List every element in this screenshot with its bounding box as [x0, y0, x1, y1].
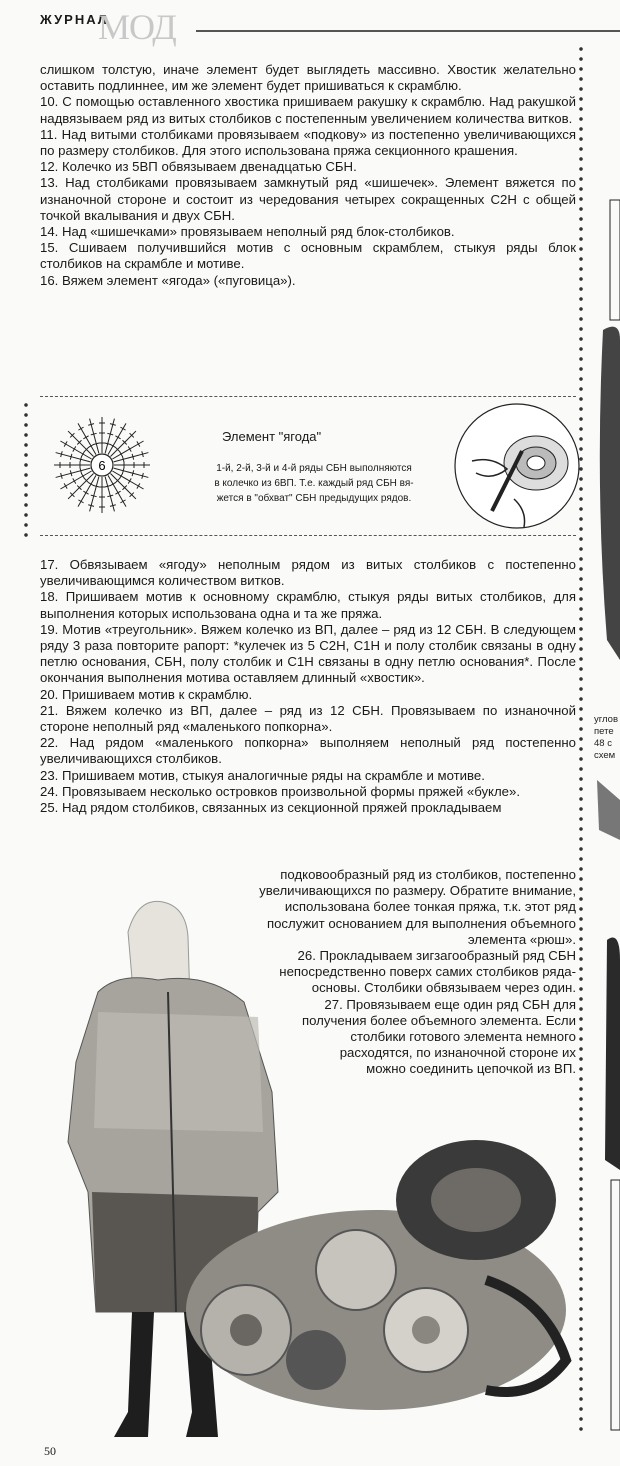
caption-fragment: схем [594, 750, 616, 761]
paragraph: 11. Над витыми столбиками провязываем «подкову» из постепенно увеличивающихся по размеру столбиков. Для этого использована пряжа секционного крашения. [40, 126, 576, 159]
text-line: 27. Провязываем еще один ряд СБН для [324, 996, 576, 1012]
crochet-hook-illustration-icon [452, 401, 582, 531]
paragraph: 22. Над рядом «маленького попкорна» выполняем неполный ряд постепенно увеличивающихся столбиков. [40, 735, 576, 767]
paragraph: 21. Вяжем колечко из ВП, далее – ряд из 12 СБН. Провязываем по изнаночной стороне неполный ряд «маленького попкорна». [40, 702, 576, 735]
berry-element-diagram [40, 396, 576, 536]
diagram-description [174, 461, 454, 506]
caption-fragment: 48 с [594, 738, 612, 749]
magazine-header [0, 0, 620, 48]
paragraph: 23. Пришиваем мотив, стыкуя аналогичные ряды на скрамбле и мотиве. [40, 767, 485, 783]
freeform-crochet-motif-photo [186, 1130, 580, 1420]
paragraph: 17. Обвязываем «ягоду» неполным рядом из витых столбиков с постепенно увеличивающимся количеством витков. [40, 557, 576, 589]
article-text-top [40, 62, 576, 289]
text-line: можно соединить цепочкой из ВП. [366, 1061, 576, 1077]
paragraph: 18. Пришиваем мотив к основному скрамблю, стыкуя ряды витых столбиков, для выполнения которых использована одна и та же пряжа. [40, 589, 576, 621]
paragraph: 24. Провязываем несколько островков произвольной формы пряжей «букле». [40, 783, 520, 799]
text-line: элемента «рюш». [467, 931, 576, 947]
dotted-border-left [22, 400, 30, 540]
paragraph: 19. Мотив «треугольник». Вяжем колечко из ВП, далее – ряд из 12 СБН. В следующем ряду 3 раза повторите рапорт: *кулечек из 5 С2Н, С1Н и полу столбик связаны в одну петлю основания, СБН, полу столбик и С1Н связаны в одну петлю основания*. После окончания выполнения мотива оставляем длинный «хвостик». [40, 621, 576, 686]
page-number: 50 [44, 1444, 56, 1458]
diagram-desc-line: жется в "обхват" СБН предыдущих рядов. [216, 493, 412, 504]
caption-fragment: углов [594, 714, 618, 725]
text-line: получения более объемного элемента. Если [302, 1012, 576, 1028]
paragraph: 25. Над рядом столбиков, связанных из секционной пряжей прокладываем [40, 800, 502, 816]
article-text-middle [40, 557, 576, 816]
paragraph: 13. Над столбиками провязываем замкнутый ряд «шишечек». Элемент вяжется по изнаночной стороне и состоит из чередования четырех сокращенных С2Н с общей точкой вкалывания и двух СБН. [40, 175, 576, 223]
berry-chart-icon [50, 413, 154, 517]
adjacent-page-caption [594, 714, 618, 762]
paragraph: 10. С помощью оставленного хвостика пришиваем ракушку к скрамблю. Над ракушкой надвязываем ряд из витых столбиков с постепенным увеличением количества витков. [40, 94, 576, 126]
diagram-desc-line: в колечко из 6ВП. Т.е. каждый ряд СБН вя- [214, 478, 414, 489]
paragraph: 15. Сшиваем получившийся мотив с основным скрамблем, стыкуя ряды блок столбиков на скрамбле и мотиве. [40, 240, 576, 272]
text-line: использована более тонкая пряжа, т.к. этот ряд [284, 899, 576, 915]
paragraph: 12. Колечко из 5ВП обвязываем двенадцатью СБН. [40, 159, 357, 175]
text-line: непосредственно поверх самих столбиков ряда- [279, 964, 576, 980]
berry-center-label: 6 [98, 458, 106, 473]
article-text-beside-photo [40, 867, 576, 1078]
magazine-name-small: ЖУРНАЛ [40, 12, 109, 27]
text-line: расходятся, по изнаночной стороне их [339, 1045, 576, 1061]
text-line: основы. Столбики обвязываем через один. [311, 980, 576, 996]
text-line: столбики готового элемента немного [350, 1029, 576, 1045]
diagram-desc-line: 1-й, 2-й, 3-й и 4-й ряды СБН выполняются [216, 463, 412, 474]
caption-fragment: пете [594, 726, 614, 737]
header-rule [196, 30, 620, 32]
magazine-logo: МОД [98, 7, 176, 47]
diagram-title: Элемент "ягода" [222, 429, 322, 444]
text-line: подковообразный ряд из столбиков, постепенно [280, 867, 576, 882]
paragraph: 14. Над «шишечками» провязываем неполный ряд блок-столбиков. [40, 224, 455, 240]
paragraph: слишком толстую, иначе элемент будет выглядеть массивно. Хвостик желательно оставить подлиннее, им же элемент будет пришиваться к скрамблю. [40, 62, 576, 94]
text-line: увеличивающихся по размеру. Обратите внимание, [259, 883, 576, 899]
paragraph: 16. Вяжем элемент «ягода» («пуговица»). [40, 272, 296, 288]
text-line: 26. Прокладываем зигзагообразный ряд СБН [297, 948, 576, 964]
paragraph: 20. Пришиваем мотив к скрамблю. [40, 686, 253, 702]
text-line: послужит основанием для выполнения объемного [266, 915, 576, 931]
